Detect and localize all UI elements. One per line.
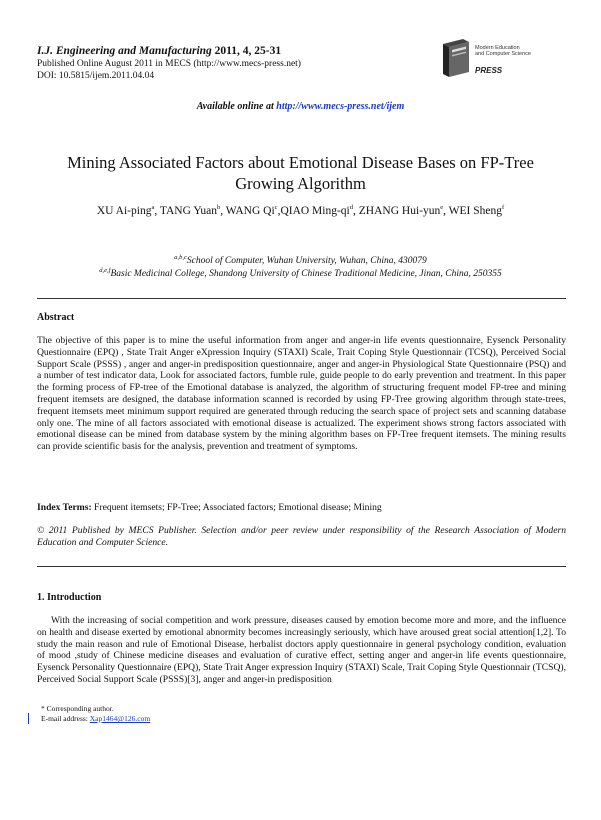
email-link[interactable]: Xap1464@126.com: [89, 714, 151, 723]
index-terms-text: Frequent itemsets; FP-Tree; Associated factors; Emotional disease; Mining: [94, 502, 382, 513]
logo-line-3: PRESS: [475, 66, 503, 75]
divider-bottom: [37, 566, 566, 567]
affiliation-1-sup: a,b,c: [174, 254, 187, 261]
author-name: QIAO Ming-qi: [280, 204, 350, 217]
author-name: ZHANG Hui-yun: [358, 204, 441, 217]
availability-prefix: Available online at: [196, 101, 277, 112]
affiliation-1-text: School of Computer, Wuhan University, Wuhan, China, 430079: [186, 256, 427, 267]
author-sup: f: [502, 204, 505, 211]
author-sep: ,: [154, 204, 160, 217]
footnote: [41, 704, 150, 724]
index-terms: [37, 502, 382, 513]
author-name: TANG Yuan: [159, 204, 217, 217]
article-title: Mining Associated Factors about Emotional Disease Bases on FP-Tree Growing Algorithm: [67, 153, 534, 193]
author-list: [0, 204, 601, 217]
logo-line-2: and Computer Science: [475, 51, 531, 57]
author-sup: e: [440, 204, 444, 211]
journal-title: I.J. Engineering and Manufacturing: [37, 45, 212, 57]
author-sup: a: [151, 204, 155, 211]
journal-url-link[interactable]: http://www.mecs-press.net/ijem: [276, 101, 405, 112]
author-name: XU Ai-ping: [96, 204, 152, 217]
author-name: WEI Sheng: [448, 204, 502, 217]
doi-line: DOI: 10.5815/ijem.2011.04.04: [37, 71, 155, 81]
author-name: WANG Qi: [225, 204, 275, 217]
change-bar: [28, 713, 29, 724]
logo-line-1: Modern Education: [475, 45, 520, 51]
publisher-logo: [439, 36, 559, 82]
abstract-text: The objective of this paper is to mine the useful information from anger and anger-in life events questionnaire, Eysenck Personality Questionnaire (EPQ) , State Trait Anger eXpression Inquiry (STAXI) Scale, Trait Coping Style Questionnair (TCSQ), Perceived Social Support Scale (PSSS) , anger and anger-in predisposition questionnaire, anger and anger-in Physiological State Questionnaire (PSQ) and a number of test indicator data, Look for associated factors, fumble rule, guide people to do early prevention and treatment. In this paper the forming process of FP-tree of the Emotional database is analyzed, the algorithm of structuring frequent model FP-tree and mining frequent itemsets are designed, the database information scanned is recorded by using FP-Tree growing algorithm through state-trees, frequent itemsets meet minimum support required are generated through reducing the search space of project sets and scanning database only one. The mine of all factors associated with emotional disease is actualized. The experiment shows strong factors associated with emotional disease can be mined from database system by the mining algorithm bases on FP-Tree frequent itemsets. The mining results can provide scientific basis for the analysis, prevention and treatment of symptoms.: [37, 335, 566, 453]
journal-volume: 2011, 4, 25-31: [214, 45, 282, 57]
author-sup: b: [217, 204, 221, 211]
author-sup: c: [274, 204, 278, 211]
divider-top: [37, 298, 566, 299]
author-sup: d: [349, 204, 354, 211]
email-line: [41, 714, 150, 724]
copyright-notice: © 2011 Published by MECS Publisher. Selection and/or peer review under responsibility of the Research Association of Modern Education and Computer Science.: [37, 525, 566, 548]
abstract-heading: Abstract: [37, 312, 75, 323]
published-line: Published Online August 2011 in MECS (http://www.mecs-press.net): [37, 59, 301, 69]
author-sep: ,: [443, 204, 449, 217]
introduction-text: With the increasing of social competition and work pressure, diseases caused by emotion become more and more, and the influence on health and disease exerted by emotional abnormity becomes increasingly seriously, which have aroused great social attention[1,2]. To study the main reason and rule of Emotional Disease, herbalist doctors apply questionnaire in general psychology condition, evaluation of mood ,study of Chinese medicine diseases and evaluation of curative effect, setting anger and anger-in life events questionnaire, Eysenck Personality Questionnaire (EPQ), State Trait Anger expression Inquiry (STAXI) Scale, Trait Coping Style Questionnair (TCSQ), Perceived Social Support Scale (PSSS)[3], anger and anger-in predisposition: [37, 615, 566, 685]
affiliation-2-sup: d,e,f: [99, 267, 111, 274]
journal-header: [37, 45, 281, 58]
author-sep: ,: [353, 204, 359, 217]
book-stack-icon: [439, 36, 473, 80]
corresponding-author-note: * Corresponding author.: [41, 704, 114, 713]
author-sep: ,: [220, 204, 226, 217]
introduction-heading: 1. Introduction: [37, 592, 102, 603]
email-label: E-mail address:: [41, 714, 90, 723]
affiliation-2: [0, 265, 601, 280]
author-sep: ,: [277, 204, 281, 217]
availability-line: [0, 101, 601, 112]
index-terms-label: Index Terms:: [37, 502, 92, 513]
affiliation-2-text: Basic Medicinal College, Shandong University of Chinese Traditional Medicine, Jinan, China, 250355: [110, 269, 502, 280]
